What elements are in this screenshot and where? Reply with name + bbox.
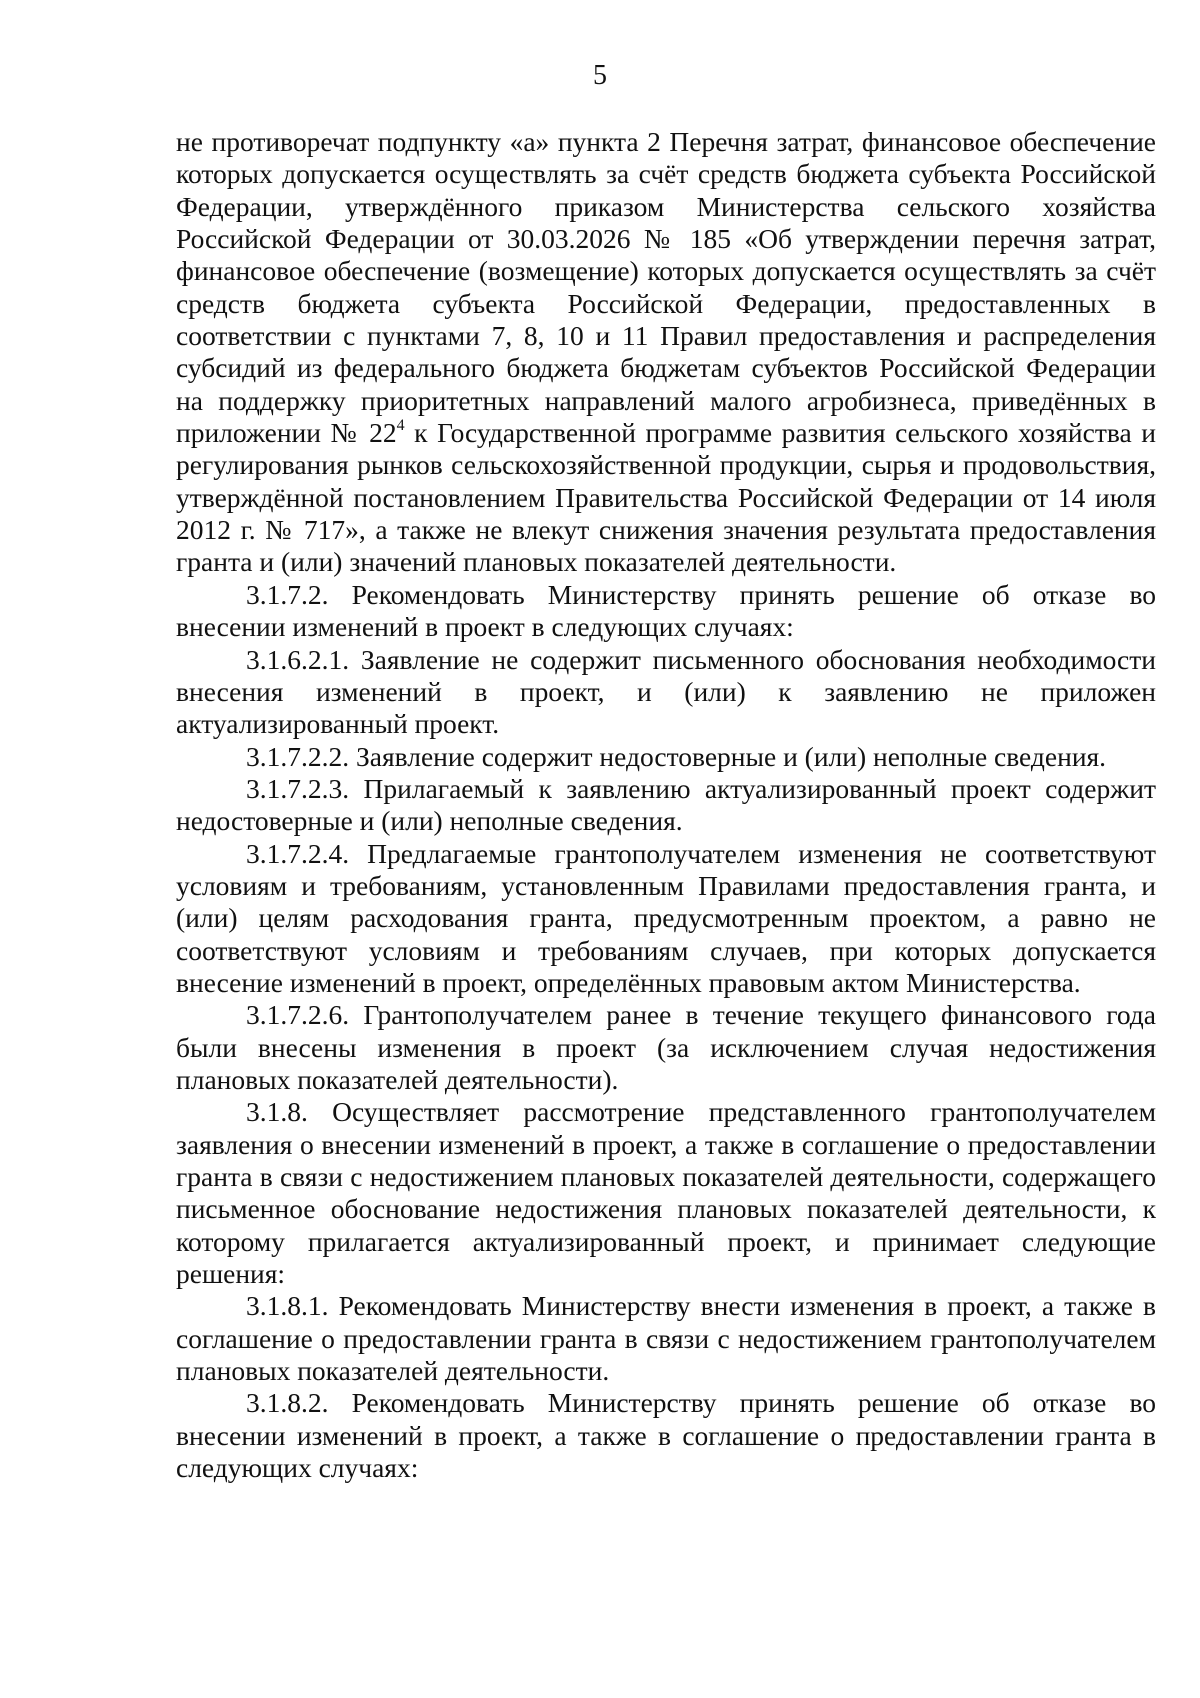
paragraph-text-part: не противоречат подпункту «а» пункта 2 Перечня затрат, финансовое обеспечение которых допускается осуществлять за счёт средств бюджета субъекта Российской Федерации, утверждённого приказом Министерства сельского хозяйства Российской Федерации от 30.03.2026 № 185 «Об утверждении перечня затрат, финансовое обеспечение (возмещение) которых допускается осуществлять за счёт средств бюджета субъекта Российской Федерации, предоставленных в соответствии с пунктами 7, 8, 10 и 11 Правил предоставления и распределения субсидий из федерального бюджета бюджетам субъектов Российской Федерации на поддержку приоритетных направлений малого агробизнеса, приведённых в приложении № 22 [176,126,1156,449]
paragraph-3-1-7-2: 3.1.7.2. Рекомендовать Министерству принять решение об отказе во внесении изменений в проект в следующих случаях: [176,578,1156,643]
paragraph-3-1-8: 3.1.8. Осуществляет рассмотрение представленного грантополучателем заявления о внесении изменений в проект, а также в соглашение о предоставлении гранта в связи с недостижением плановых показателей деятельности, содержащего письменное обоснование недостижения плановых показателей деятельности, к которому прилагается актуализированный проект, и принимает следующие решения: [176,1096,1156,1290]
footnote-superscript: 4 [396,417,405,435]
paragraph-3-1-7-2-2: 3.1.7.2.2. Заявление содержит недостоверные и (или) неполные сведения. [246,740,1107,772]
paragraph-text-part: к Государственной программе развития сельского хозяйства и регулирования рынков сельскохозяйственной продукции, сырья и продовольствия, утверждённой постановлением Правительства Российской Федерации от 14 июля 2012 г. № 717», а также не влекут снижения значения результата предоставления гранта и (или) значений плановых показателей деятельности. [176,417,1156,578]
paragraph-3-1-8-1: 3.1.8.1. Рекомендовать Министерству внести изменения в проект, а также в соглашение о предоставлении гранта в связи с недостижением грантополучателем плановых показателей деятельности. [176,1290,1156,1387]
page-number: 5 [593,60,607,91]
paragraph-continuation [176,126,1156,579]
document-body [176,126,1156,1484]
paragraph-3-1-6-2-1: 3.1.6.2.1. Заявление не содержит письменного обоснования необходимости внесения изменений в проект, и (или) к заявлению не приложен актуализированный проект. [176,643,1156,740]
paragraph-3-1-7-2-6: 3.1.7.2.6. Грантополучателем ранее в течение текущего финансового года были внесены изменения в проект (за исключением случая недостижения плановых показателей деятельности). [176,999,1156,1095]
paragraph-3-1-7-2-4: 3.1.7.2.4. Предлагаемые грантополучателем изменения не соответствуют условиям и требованиям, установленным Правилами предоставления гранта, и (или) целям расходования гранта, предусмотренным проектом, а равно не соответствуют условиям и требованиям случаев, при которых допускается внесение изменений в проект, определённых правовым актом Министерства. [176,837,1156,998]
paragraph-3-1-8-2: 3.1.8.2. Рекомендовать Министерству принять решение об отказе во внесении изменений в проект, а также в соглашение о предоставлении гранта в следующих случаях: [176,1387,1156,1484]
paragraph-3-1-7-2-3: 3.1.7.2.3. Прилагаемый к заявлению актуализированный проект содержит недостоверные и (или) неполные сведения. [176,772,1156,837]
